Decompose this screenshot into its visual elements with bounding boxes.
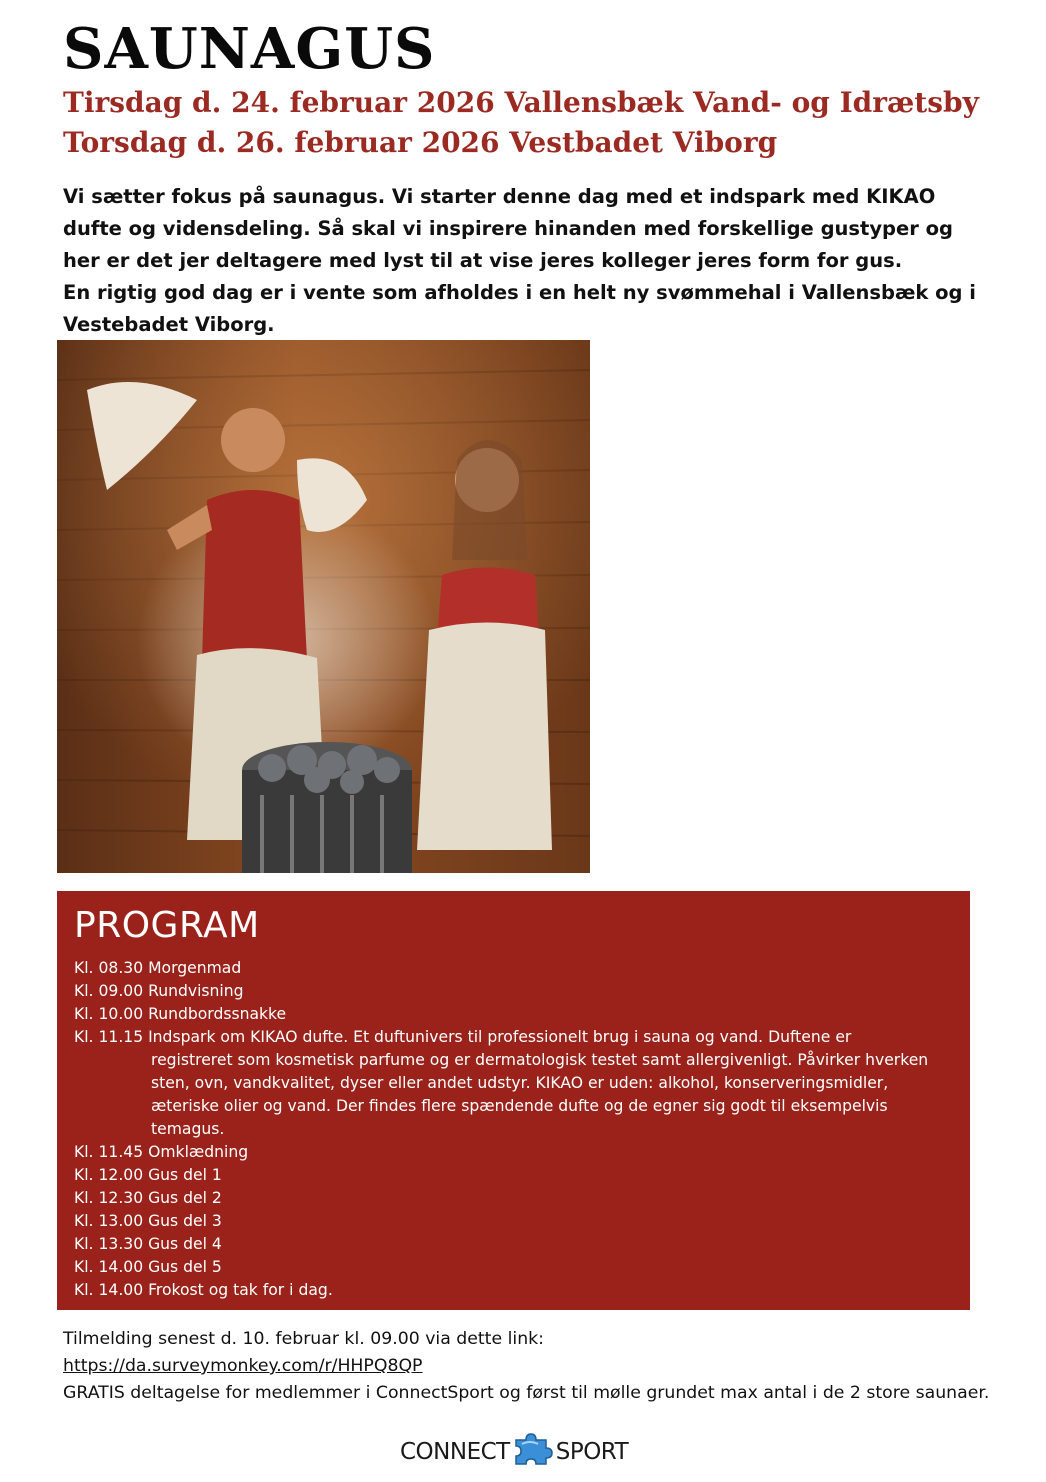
sauna-photo [57,340,590,873]
program-item-0830 [74,957,954,980]
program-heading: PROGRAM [74,905,260,946]
program-item-text: Kl. 12.30 Gus del 2 [74,1189,222,1207]
connectsport-logo [400,1434,628,1470]
program-item-1230 [74,1187,954,1210]
logo-text-sport: SPORT [555,1439,629,1465]
program-item-1400-gus [74,1256,954,1279]
program-item-1330 [74,1233,954,1256]
program-item-text: Kl. 14.00 Frokost og tak for i dag. [74,1281,333,1299]
program-list [74,957,954,1302]
program-item-0900 [74,980,954,1003]
intro-paragraph-2: En rigtig god dag er i vente som afholdes i en helt ny svømmehal i Vallensbæk og i Vestebadet Viborg. [63,281,976,336]
program-item-description: registreret som kosmetisk parfume og er dermatologisk testet samt allergivenligt. Påvirker hverken sten, ovn, vandkvalitet, dyser eller andet udstyr. KIKAO er uden: alkohol, konserveringsmidler, æteriske olier og vand. Der findes flere spændende dufte og de egner sig godt til eksempelvis temagus. [151,1051,929,1138]
membership-note: GRATIS deltagelse for medlemmer i ConnectSport og først til mølle grundet max antal i de 2 store saunaer. [63,1383,990,1403]
registration-link[interactable]: https://da.surveymonkey.com/r/HHPQ8QP [63,1356,423,1376]
program-item-text: Kl. 10.00 Rundbordssnakke [74,1005,287,1023]
program-item-text: Kl. 09.00 Rundvisning [74,982,244,1000]
puzzle-icon [512,1432,554,1472]
program-item-1300 [74,1210,954,1233]
program-item-1000 [74,1003,954,1026]
intro-text [63,181,993,341]
program-item-text: Kl. 13.00 Gus del 3 [74,1212,222,1230]
program-item-text: Kl. 14.00 Gus del 5 [74,1258,222,1276]
program-item-text: Kl. 13.30 Gus del 4 [74,1235,222,1253]
page-title: SAUNAGUS [63,16,436,82]
program-item-text: Kl. 12.00 Gus del 1 [74,1166,222,1184]
event-date-viborg: Torsdag d. 26. februar 2026 Vestbadet Viborg [63,126,778,159]
program-item-text: Kl. 11.15 Indspark om KIKAO dufte. Et duftunivers til professionelt brug i sauna og vand. Duftene er [74,1028,852,1046]
program-item-1115 [74,1026,954,1141]
event-date-vallensbaek: Tirsdag d. 24. februar 2026 Vallensbæk Vand- og Idrætsby [63,86,979,119]
program-item-1200 [74,1164,954,1187]
program-item-1400-frokost [74,1279,954,1302]
logo-text-connect: CONNECT [400,1439,510,1465]
registration-deadline: Tilmelding senest d. 10. februar kl. 09.00 via dette link: [63,1329,544,1349]
registration-info [63,1326,1023,1407]
program-item-text: Kl. 08.30 Morgenmad [74,959,242,977]
program-item-1145 [74,1141,954,1164]
intro-paragraph-1: Vi sætter fokus på saunagus. Vi starter denne dag med et indspark med KIKAO dufte og vidensdeling. Så skal vi inspirere hinanden med forskellige gustyper og her er det jer deltagere med lyst til at vise jeres kolleger jeres form for gus. [63,185,953,272]
program-item-text: Kl. 11.45 Omklædning [74,1143,249,1161]
program-box [57,891,970,1310]
